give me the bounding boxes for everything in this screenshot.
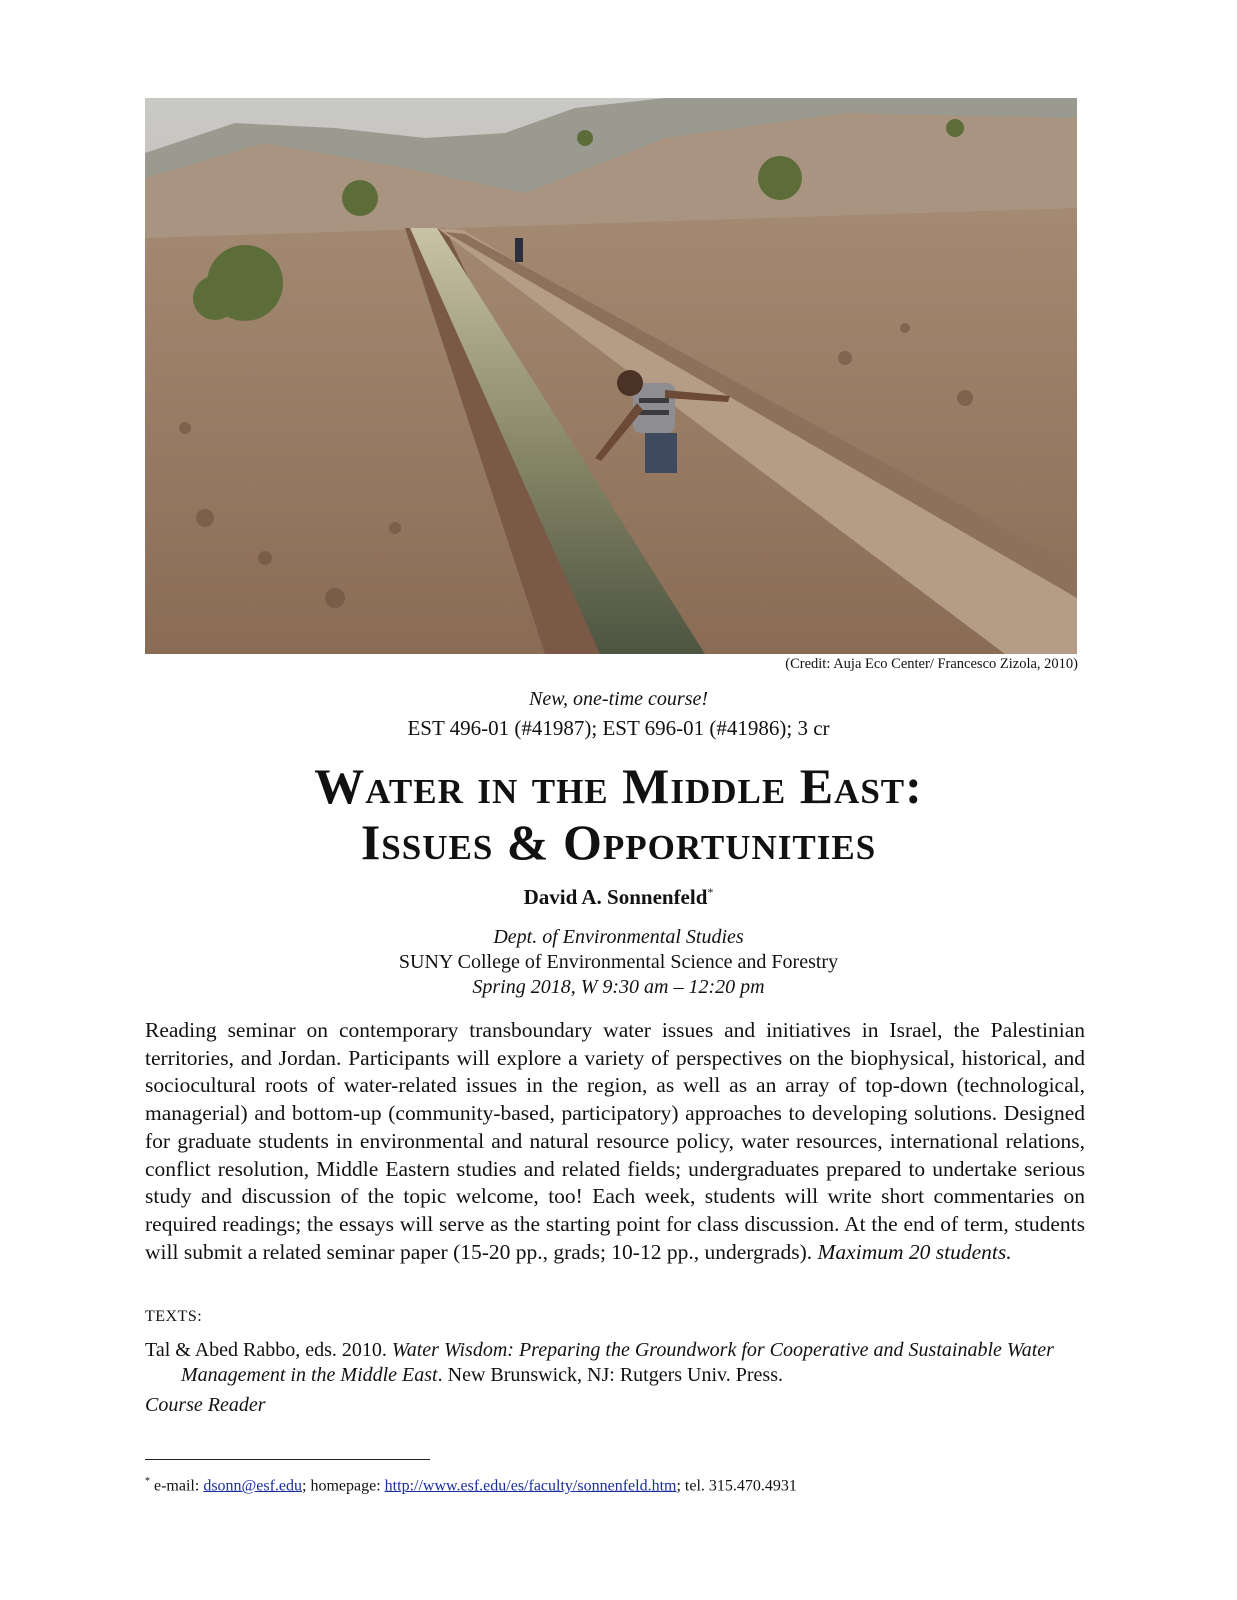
cover-photo — [145, 98, 1077, 654]
footnote-marker: * — [707, 885, 714, 899]
textbook-authors: Tal & Abed Rabbo, eds. 2010. — [145, 1339, 387, 1361]
course-title-line-2: Issues & Opportunities — [360, 814, 877, 870]
email-label: e-mail: — [154, 1477, 204, 1495]
homepage-link[interactable]: http://www.esf.edu/es/faculty/sonnenfeld.htm — [384, 1477, 677, 1495]
footnote-divider — [145, 1459, 430, 1460]
department: Dept. of Environmental Studies — [493, 926, 744, 948]
textbook-title: Water Wisdom: Preparing the Groundwork for Cooperative and Sustainable Water Management in the Middle East — [181, 1339, 1054, 1386]
course-reader: Course Reader — [145, 1394, 266, 1416]
schedule: Spring 2018, W 9:30 am – 12:20 pm — [472, 976, 765, 998]
college: SUNY College of Environmental Science and Forestry — [398, 951, 839, 973]
footnote — [145, 1476, 797, 1495]
water-channel-illustration — [145, 98, 1077, 654]
textbook-citation — [145, 1338, 1131, 1388]
instructor-name — [0, 885, 1237, 910]
texts-heading: TEXTS: — [145, 1308, 203, 1325]
textbook-publisher: . New Brunswick, NJ: Rutgers Univ. Press. — [437, 1364, 783, 1386]
description-body: Reading seminar on contemporary transboundary water issues and initiatives in Israel, the Palestinian territories, and Jordan. Participants will explore a variety of perspectives on the biophysical, historical, and sociocultural roots of water-related issues in the region, as well as an array of top-down (technological, managerial) and bottom-up (community-based, participatory) approaches to developing solutions. Designed for graduate students in environmental and natural resource policy, water resources, international relations, conflict resolution, Middle Eastern studies and related fields; undergraduates prepared to undertake serious study and discussion of the topic welcome, too! Each week, students will write short commentaries on required readings; the essays will serve as the starting point for class discussion. At the end of term, students will submit a related seminar paper (15-20 pp., grads; 10-12 pp., undergrads). — [145, 1018, 1085, 1264]
course-description — [145, 1017, 1085, 1266]
course-codes: EST 496-01 (#41987); EST 696-01 (#41986); 3 cr — [407, 716, 830, 740]
photo-credit: (Credit: Auja Eco Center/ Francesco Zizola, 2010) — [785, 656, 1078, 672]
email-link[interactable]: dsonn@esf.edu — [203, 1477, 303, 1495]
course-title — [0, 758, 1237, 870]
footnote-mark: * — [145, 1476, 150, 1487]
course-title-line-1: Water in the Middle East: — [314, 758, 923, 814]
homepage-label: ; homepage: — [302, 1477, 385, 1495]
instructor-name-text: David A. Sonnenfeld — [523, 885, 708, 909]
enrollment-cap: Maximum 20 students. — [817, 1239, 1012, 1264]
telephone: ; tel. 315.470.4931 — [676, 1477, 797, 1495]
course-tagline: New, one-time course! — [528, 688, 709, 710]
